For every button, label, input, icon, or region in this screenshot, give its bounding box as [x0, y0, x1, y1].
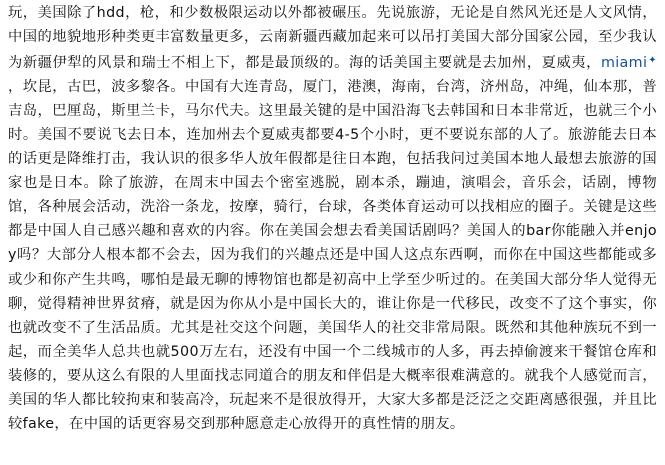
paragraph-text-after-link: ，坎昆，古巴，波多黎各。中国有大连青岛，厦门，港澳，海南，台湾，济州岛，冲绳，仙本那，普吉岛，巴厘岛，斯里兰卡，马尔代夫。这里最关键的是中国沿海飞去韩国和日本非常近，也就三个小时。美国不要说飞去日本，连加州去个夏威夷都要4-5个小时，更不要说东部的人了。旅游能去日本的话更是降维打击，我认识的很多华人放年假都是往日本跑，包括我问过美国本地人最想去旅游的国家也是日本。除了旅游，在周末中国去个密室逃脱，剧本杀，蹦迪，演唱会，音乐会，话剧，博物馆，各种展会活动，洗浴一条龙，按摩，骑行，台球，各类体育运动可以找相应的圈子。关键是这些都是中国人自己感兴趣和喜欢的内容。你在美国会想去看美国话剧吗？美国人的bar你能融入并enjoy吗？大部分人根本都不会去，因为我们的兴趣点还是中国人这点东西啊，而你在中国这些都能或多或少和你产生共鸣，哪怕是最无聊的博物馆也都是初高中上学至少听过的。在美国大部分华人觉得无聊，觉得精神世界贫瘠，就是因为你从小是中国长大的，谁让你是一代移民，改变不了这个事实，你也就改变不了生活品质。尤其是社交这个问题，美国华人的社交非常局限。既然和其他种族玩不到一起，而全美华人总共也就500万左右，还没有中国一个二线城市的人多，再去掉偷渡来干餐馆仓库和装修的，要从这么有限的人里面找志同道合的朋友和伴侣是大概率很难满意的。就我个人感觉而言，美国的华人都比较拘束和装高冷，玩起来不是很放得开，大家大多都是泛泛之交距离感很强，并且比较fake，在中国的话更容易交到那种愿意走心放得开的真性情的朋友。 [8, 79, 657, 432]
answer-paragraph [8, 1, 657, 436]
paragraph-text-before-link: 玩，美国除了hdd，枪，和少数极限运动以外都被碾压。先说旅游，无论是自然风光还是人文风情，中国的地貌地形种类更丰富数量更多，云南新疆西藏加起来可以吊打美国大部分国家公园，至少我认为新疆伊犁的风景和瑞士不相上下，都是最顶级的。海的话美国主要就是去加州，夏威夷， [8, 5, 657, 72]
sparkle-icon: ✦ [648, 55, 657, 67]
miami-link-text: miami [600, 55, 648, 72]
miami-link[interactable] [601, 55, 657, 71]
